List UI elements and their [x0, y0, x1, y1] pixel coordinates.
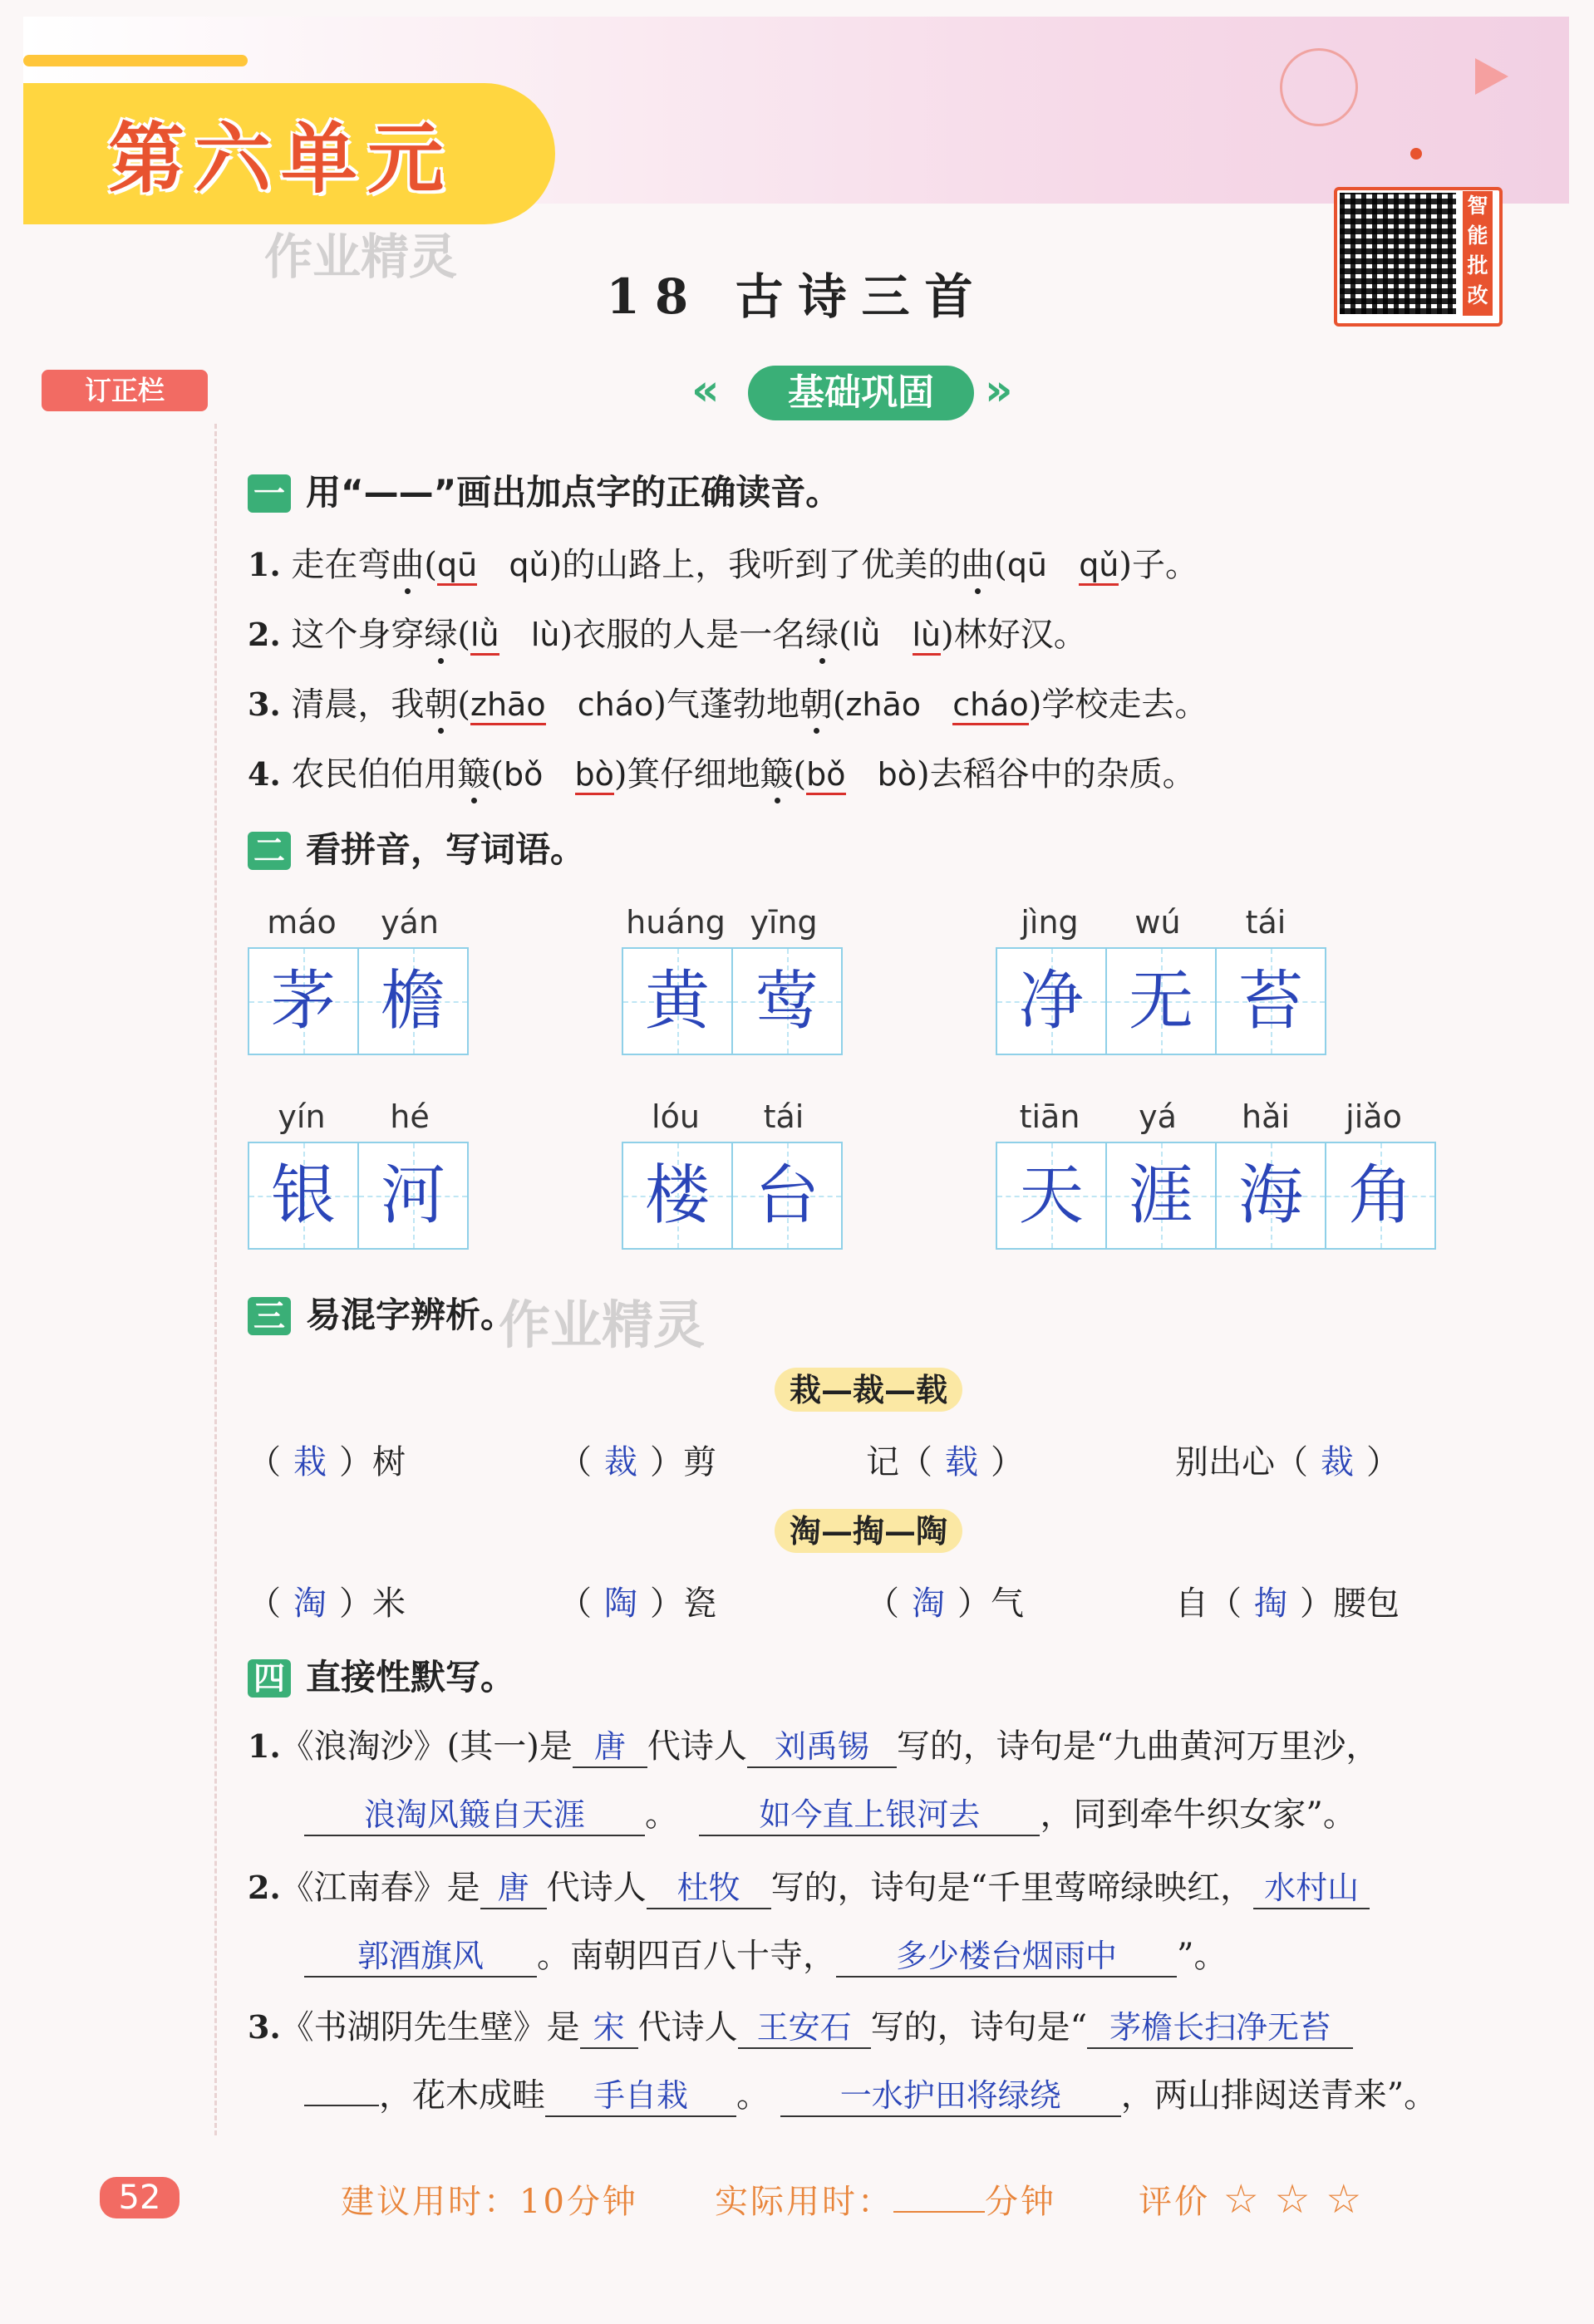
word-grid-6: tiān yá hǎi jiǎo 天 涯 海 角	[996, 1098, 1436, 1250]
star-icon[interactable]: ☆	[1223, 2176, 1262, 2223]
q3-g2-item-3: （ 淘 ）气	[866, 1585, 1024, 1623]
page-number: 52	[100, 2177, 180, 2218]
correction-column-tag: 订正栏	[42, 370, 208, 411]
q3-g2-item-2: （ 陶 ）瓷	[558, 1585, 716, 1623]
chevron-right-icon: »	[985, 366, 1013, 415]
suggested-time: 建议用时：10分钟	[341, 2183, 638, 2221]
q4-item-2-line-2: 郭酒旗风 。南朝四百八十寺， 多少楼台烟雨中 ”。	[304, 1929, 1227, 1978]
unit-title: 第六单元	[108, 115, 455, 204]
watermark: 作业精灵	[499, 1295, 706, 1355]
q4-item-1-line-2: 浪淘风簸自天涯 。 如今直上银河去 ，同到牵牛织女家”。	[304, 1788, 1356, 1836]
answer-mark: qǔ	[1079, 547, 1119, 586]
question-number: 三	[248, 1297, 291, 1335]
star-icon[interactable]: ☆	[1326, 2176, 1365, 2223]
q3-g1-item-3: 记（ 载 ）	[866, 1443, 1024, 1481]
q3-g2-item-4: 自（ 掏 ）腰包	[1175, 1585, 1400, 1623]
question-1-heading	[248, 465, 840, 515]
q1-item-3: 3. 清晨，我朝(zhāo cháo)气蓬勃地朝(zhāo cháo)学校走去。	[248, 685, 1208, 724]
question-4-heading	[248, 1650, 515, 1700]
group-1-label-row	[0, 1364, 1594, 1410]
q4-item-3-line-1: 3.《书湖阴先生壁》是 宋 代诗人 王安石 写的，诗句是“ 茅檐长扫净无苔	[248, 2001, 1353, 2049]
circle-decoration-icon	[1280, 48, 1358, 126]
lesson-title: 18 古诗三首	[606, 268, 988, 325]
word-grid-2: huáng yīng 黄 莺	[622, 904, 843, 1055]
answer-mark: qū	[437, 547, 477, 586]
answer-mark: zhāo	[470, 686, 546, 725]
watermark: 作业精灵	[264, 228, 458, 285]
q4-item-3-line-2: ，花木成畦 手自栽 。 一水护田将绿绕 ，两山排闼送青来”。	[304, 2069, 1437, 2117]
question-title: 直接性默写。	[306, 1657, 516, 1698]
answer-mark: bò	[575, 756, 614, 795]
q4-item-1-line-1: 1.《浪淘沙》(其一)是 唐 代诗人 刘禹锡 写的，诗句是“九曲黄河万里沙，	[248, 1720, 1379, 1768]
q1-item-2: 2. 这个身穿绿(lǜ lù)衣服的人是一名绿(lǜ lù)林好汉。	[248, 616, 1087, 654]
q3-g1-item-4: 别出心（ 裁 ）	[1175, 1443, 1400, 1481]
actual-time: 实际用时： 分钟	[715, 2183, 1056, 2221]
question-title: 用“——”画出加点字的正确读音。	[306, 472, 841, 513]
star-icon[interactable]: ☆	[1274, 2176, 1313, 2223]
answer-mark: cháo	[952, 686, 1029, 725]
word-grid-4: yín hé 银 河	[248, 1098, 469, 1250]
chevron-left-icon: «	[691, 366, 720, 415]
rating: 评价 ☆ ☆ ☆	[1139, 2176, 1365, 2223]
answer-mark: bǒ	[806, 756, 845, 795]
q3-g1-item-1: （ 栽 ）树	[248, 1443, 406, 1481]
q1-item-4: 4. 农民伯伯用簸(bǒ bò)箕仔细地簸(bǒ bò)去稻谷中的杂质。	[248, 755, 1196, 794]
hanger-icon	[1410, 148, 1422, 160]
question-title: 看拼音，写词语。	[306, 829, 586, 870]
question-number: 四	[248, 1659, 291, 1698]
q4-item-2-line-1: 2.《江南春》是 唐 代诗人 杜牧 写的，诗句是“千里莺啼绿映红， 水村山	[248, 1861, 1370, 1909]
question-title: 易混字辨析。	[306, 1295, 516, 1335]
answer-mark: lǜ	[470, 617, 499, 656]
answer-mark: lù	[913, 617, 942, 656]
question-2-heading	[248, 823, 585, 872]
q1-item-1: 1. 走在弯曲(qū qǔ)的山路上，我听到了优美的曲(qū qǔ)子。	[248, 546, 1199, 584]
group-1-label: 栽—裁—载	[775, 1368, 962, 1412]
section-label: 基础巩固	[748, 366, 974, 420]
word-grid-3: jìng wú tái 净 无 苔	[996, 904, 1326, 1055]
qr-tag: 智 能 批 改	[1463, 191, 1493, 316]
group-2-label-row	[0, 1506, 1594, 1551]
question-number: 二	[248, 832, 291, 870]
group-2-label: 淘—掏—陶	[775, 1509, 962, 1553]
q3-g1-item-2: （ 裁 ）剪	[558, 1443, 716, 1481]
header-accent-bar	[23, 55, 248, 66]
word-grid-1: máo yán 茅 檐	[248, 904, 469, 1055]
margin-divider	[214, 424, 217, 2135]
question-3-heading	[248, 1288, 515, 1338]
word-grid-5: lóu tái 楼 台	[622, 1098, 843, 1250]
triangle-decoration-icon	[1475, 58, 1508, 95]
q3-g2-item-1: （ 淘 ）米	[248, 1585, 406, 1623]
question-number: 一	[248, 474, 291, 513]
